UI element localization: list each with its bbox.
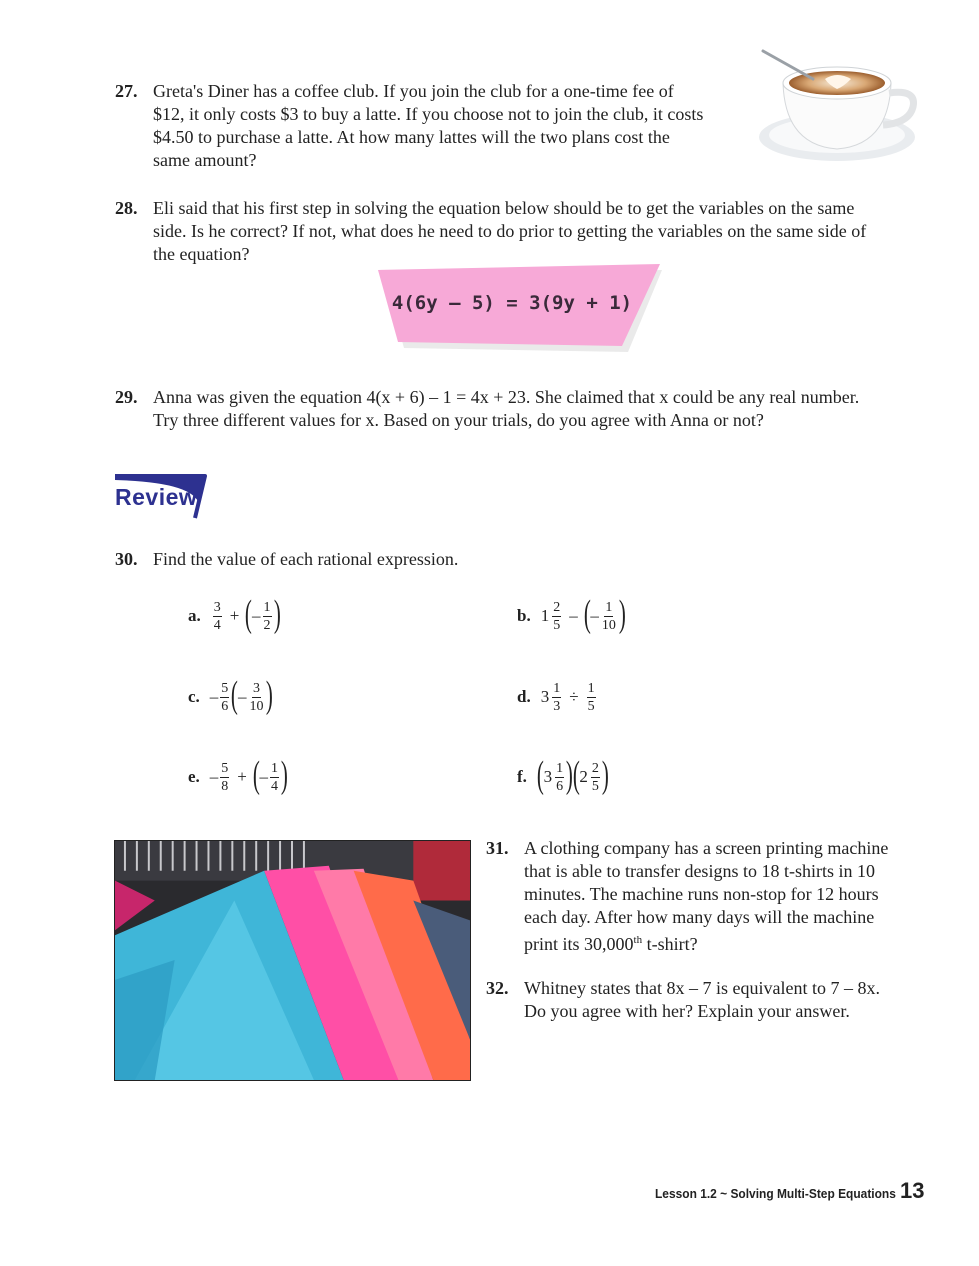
- negative-sign: –: [209, 687, 219, 706]
- paren-open: (: [572, 754, 580, 796]
- numerator: 1: [605, 599, 613, 615]
- problem-30-text: Find the value of each rational expression.: [153, 549, 459, 569]
- denominator: 2: [263, 617, 271, 633]
- part-label: e.: [188, 767, 200, 786]
- numerator: 1: [271, 760, 279, 776]
- numerator: 1: [587, 680, 595, 696]
- problem-text-line: Try three different values for x. Based on your trials, do you agree with Anna or not?: [153, 410, 764, 430]
- paren-open: (: [231, 674, 239, 716]
- denominator: 10: [249, 698, 264, 714]
- denominator: 4: [213, 617, 221, 633]
- numerator: 5: [221, 760, 229, 776]
- problem-28-number: 28.: [115, 198, 138, 218]
- numerator: 5: [221, 680, 229, 696]
- text-segment: print its 30,000: [524, 934, 634, 954]
- negative-sign: –: [209, 767, 219, 786]
- problem-27-text: [153, 80, 753, 172]
- problem-text-line: side. Is he correct? If not, what does he need to do prior to getting the variables on the same side of: [153, 221, 867, 241]
- problem-text-line: Anna was given the equation 4(x + 6) – 1 = 4x + 23. She claimed that x could be any real number.: [153, 387, 860, 407]
- fraction: [591, 760, 600, 795]
- denominator: 8: [221, 778, 229, 794]
- problem-text-line: each day. After how many days will the machine: [524, 907, 875, 927]
- problem-text-line: Do you agree with her? Explain your answer.: [524, 1001, 850, 1021]
- footer-lesson-title: Lesson 1.2 ~ Solving Multi-Step Equations: [655, 1186, 896, 1201]
- numerator: 2: [553, 599, 561, 615]
- denominator: 6: [556, 778, 564, 794]
- fraction: [263, 599, 272, 634]
- paren-close: ): [273, 593, 281, 635]
- problem-31-number: 31.: [486, 838, 509, 858]
- paren-close: ): [618, 593, 626, 635]
- coffee-cup-icon: [755, 45, 925, 170]
- operator: +: [229, 606, 240, 625]
- fraction: [555, 760, 564, 795]
- numerator: 1: [553, 680, 561, 696]
- problem-29-text: [153, 386, 933, 432]
- numerator: 3: [252, 680, 260, 696]
- expression-b: [517, 593, 626, 639]
- denominator: 5: [553, 617, 561, 633]
- review-heading: Review: [115, 484, 198, 510]
- fraction: [552, 599, 561, 634]
- problem-text-line: $4.50 to purchase a latte. At how many lattes will the two plans cost the: [153, 127, 670, 147]
- expression-f: [517, 754, 609, 800]
- operator: +: [237, 767, 247, 786]
- problem-text-line: A clothing company has a screen printing machine: [524, 838, 889, 858]
- negative-sign: –: [252, 606, 261, 625]
- paren-close: ): [266, 674, 274, 716]
- paren-close: ): [280, 754, 288, 796]
- t-shirts-photo: [114, 840, 471, 1081]
- part-label: a.: [188, 606, 201, 625]
- denominator: 5: [587, 698, 595, 714]
- problem-text-line: same amount?: [153, 150, 257, 170]
- problem-29-number: 29.: [115, 387, 138, 407]
- negative-sign: –: [590, 606, 599, 625]
- whole-number: 3: [540, 687, 550, 706]
- problem-text-line: $12, it only costs $3 to buy a latte. If you choose not to join the club, it costs: [153, 104, 704, 124]
- problem-text-line: Eli said that his first step in solving the equation below should be to get the variables on the same: [153, 198, 855, 218]
- numerator: 1: [556, 760, 564, 776]
- numerator: 2: [591, 760, 599, 776]
- fraction: [587, 680, 596, 715]
- numerator: 1: [263, 599, 271, 615]
- fraction: [248, 680, 264, 715]
- paren-close: ): [565, 754, 573, 796]
- expression-a: [188, 593, 280, 639]
- numerator: 3: [213, 599, 221, 615]
- part-label: d.: [517, 687, 531, 706]
- problem-text-line: the equation?: [153, 244, 250, 264]
- fraction: [213, 599, 222, 634]
- operator: ÷: [569, 687, 579, 706]
- problem-27-number: 27.: [115, 81, 138, 101]
- denominator: 6: [221, 698, 229, 714]
- negative-sign: –: [237, 687, 247, 706]
- denominator: 10: [601, 617, 616, 633]
- problem-text-line: Greta's Diner has a coffee club. If you join the club for a one-time fee of: [153, 81, 674, 101]
- negative-sign: –: [259, 767, 269, 786]
- expression-d: [517, 674, 598, 720]
- problem-28-text: [153, 197, 933, 266]
- text-segment: t-shirt?: [642, 934, 698, 954]
- operator: –: [569, 606, 578, 625]
- page-number: 13: [900, 1178, 925, 1203]
- denominator: 4: [271, 778, 279, 794]
- problem-30-number: 30.: [115, 549, 138, 569]
- problem-32-number: 32.: [486, 978, 509, 998]
- problem-text-line: [524, 929, 944, 956]
- part-label: c.: [188, 687, 200, 706]
- equation-text: 4(6y – 5) = 3(9y + 1): [391, 292, 633, 314]
- part-label: f.: [517, 767, 527, 786]
- superscript: th: [633, 934, 643, 946]
- problem-text-line: minutes. The machine runs non-stop for 12 hours: [524, 884, 879, 904]
- fraction: [601, 599, 617, 634]
- denominator: 5: [591, 778, 599, 794]
- problem-text-line: Whitney states that 8x – 7 is equivalent to 7 – 8x.: [524, 978, 880, 998]
- expression-e: [188, 754, 288, 800]
- problem-31-text: [524, 837, 944, 956]
- paren-open: (: [245, 593, 253, 635]
- part-label: b.: [517, 606, 531, 625]
- paren-close: ): [601, 754, 609, 796]
- paren-open: (: [536, 754, 544, 796]
- paren-open: (: [583, 593, 591, 635]
- whole-number: 3: [543, 767, 553, 786]
- fraction: [270, 760, 279, 795]
- whole-number: 2: [579, 767, 588, 786]
- problem-32-text: [524, 977, 944, 1023]
- problem-text-line: that is able to transfer designs to 18 t-shirts in 10: [524, 861, 875, 881]
- denominator: 3: [553, 698, 561, 714]
- expression-c: [188, 674, 273, 720]
- paren-open: (: [252, 754, 260, 796]
- whole-number: 1: [540, 606, 550, 625]
- fraction: [220, 680, 229, 715]
- fraction: [220, 760, 229, 795]
- fraction: [552, 680, 561, 715]
